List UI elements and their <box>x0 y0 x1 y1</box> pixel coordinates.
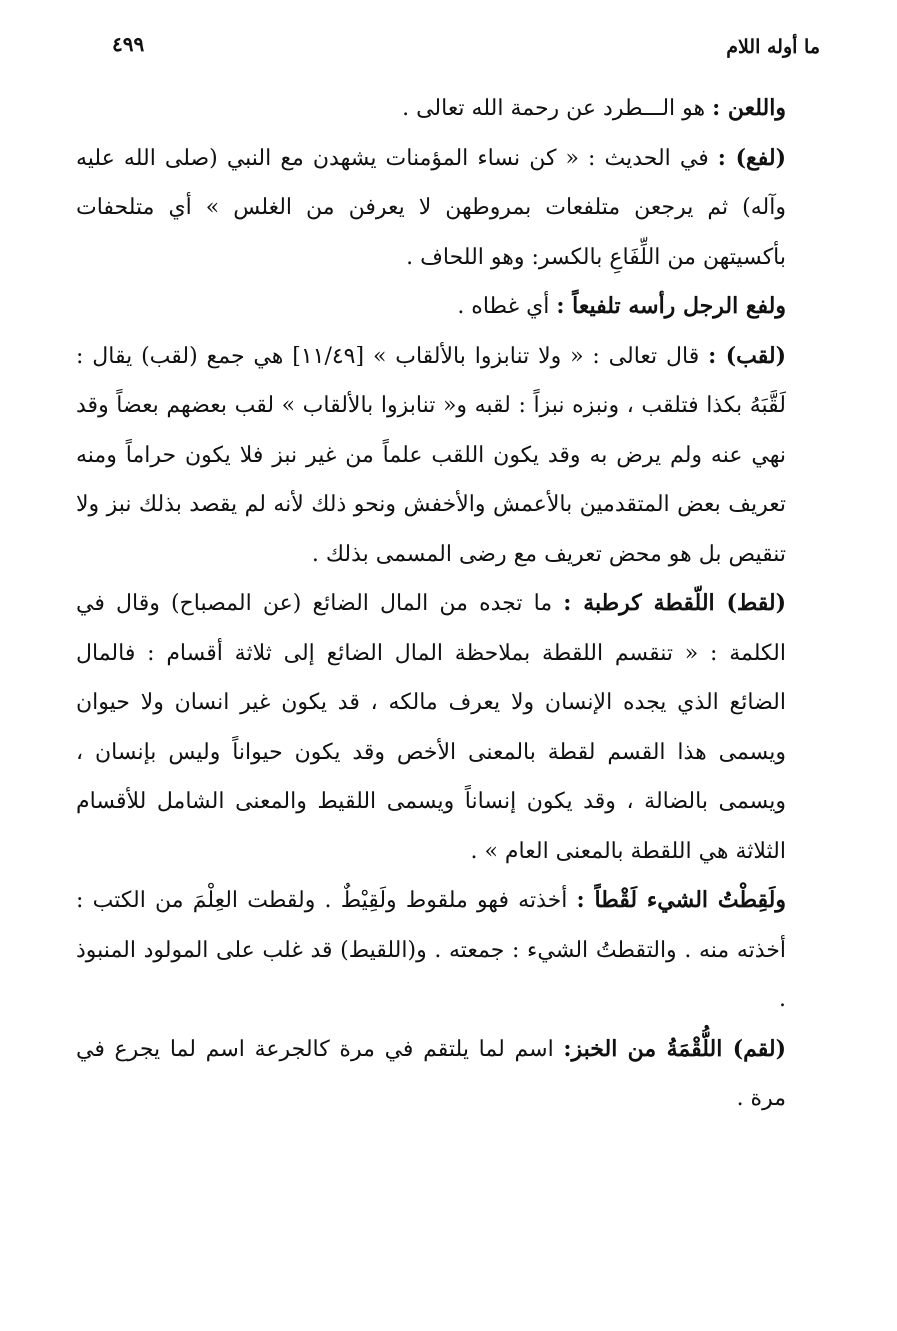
entry-lafa-rajul <box>76 282 812 332</box>
entry-headword: ولفع الرجل رأسه تلفيعاً : <box>556 293 786 319</box>
entry-laqittu <box>76 876 812 1025</box>
entry-headword: واللعن : <box>712 95 786 121</box>
entry-text: أي غطاه . <box>457 294 557 319</box>
entry-headword: (لفع) : <box>717 144 786 171</box>
entry-laqata <box>76 579 812 876</box>
dictionary-body <box>76 84 812 1124</box>
entry-text: أخذته فهو ملقوط ولَقِيْطٌ . ولقطت العِلْمَ من الكتب : أخذته منه . والتقطتُ الشيء : جمعته . و(اللقيط) قد غلب على المولود المنبوذ . <box>76 888 786 1012</box>
entry-laan <box>76 84 812 134</box>
running-header <box>80 30 820 70</box>
entry-luqma <box>76 1025 812 1124</box>
entry-lafa <box>76 134 812 283</box>
entry-text: اسم لما يلتقم في مرة كالجرعة اسم لما يجرع في مرة . <box>76 1036 786 1111</box>
entry-laqab <box>76 332 812 580</box>
entry-text: هو الـــطرد عن رحمة الله تعالى . <box>402 96 713 121</box>
entry-text: في الحديث : « كن نساء المؤمنات يشهدن مع النبي (صلى الله عليه وآله) ثم يرجعن متلفعات بمروطهن لا يعرفن من الغلس » أي متلحفات بأكسيتهن من اللِّفَاعِ بالكسر: وهو اللحاف . <box>76 145 786 270</box>
running-title: ما أوله اللام <box>726 36 820 58</box>
entry-headword: (لقط) اللّقطة كرطبة : <box>563 590 786 616</box>
entry-headword: (لقب) : <box>708 342 786 369</box>
entry-headword: ولَقِطْتُ الشيء لَقْطاً : <box>576 887 786 913</box>
entry-text: ما تجده من المال الضائع (عن المصباح) وقال في الكلمة : « تنقسم اللقطة بملاحظة المال الضائع إلى ثلاثة أقسام : فالمال الضائع الذي يجده الإنسان ولا يعرف مالكه ، قد يكون غير انسان ولا حيوان ويسمى هذا القسم لقطة بالمعنى الأخص وقد يكون حيواناً وليس بإنسان ، ويسمى بالضالة ، وقد يكون إنساناً ويسمى اللقيط والمعنى الشامل للأقسام الثلاثة هي اللقطة بالمعنى العام » . <box>76 591 786 864</box>
entry-text: قال تعالى : « ولا تنابزوا بالألقاب » [١١/٤٩] هي جمع (لقب) يقال : لَقَّبَهُ بكذا فتلقب ، ونبزه نبزاً : لقبه و« تنابزوا بالألقاب » لقب بعضهم بعضاً وقد نهي عنه ولم يرض به وقد يكون اللقب علماً من غير نبز فلا يكون حراماً ومنه تعريف بعض المتقدمين بالأعمش والأخفش ونحو ذلك لأنه لم يقصد بذلك نبز ولا تنقيص بل هو محض تعريف مع رضى المسمى بذلك . <box>76 343 786 567</box>
page-number: ٤٩٩ <box>112 32 145 56</box>
entry-headword: (لقم) اللُّقْمَةُ من الخبز: <box>563 1035 786 1062</box>
